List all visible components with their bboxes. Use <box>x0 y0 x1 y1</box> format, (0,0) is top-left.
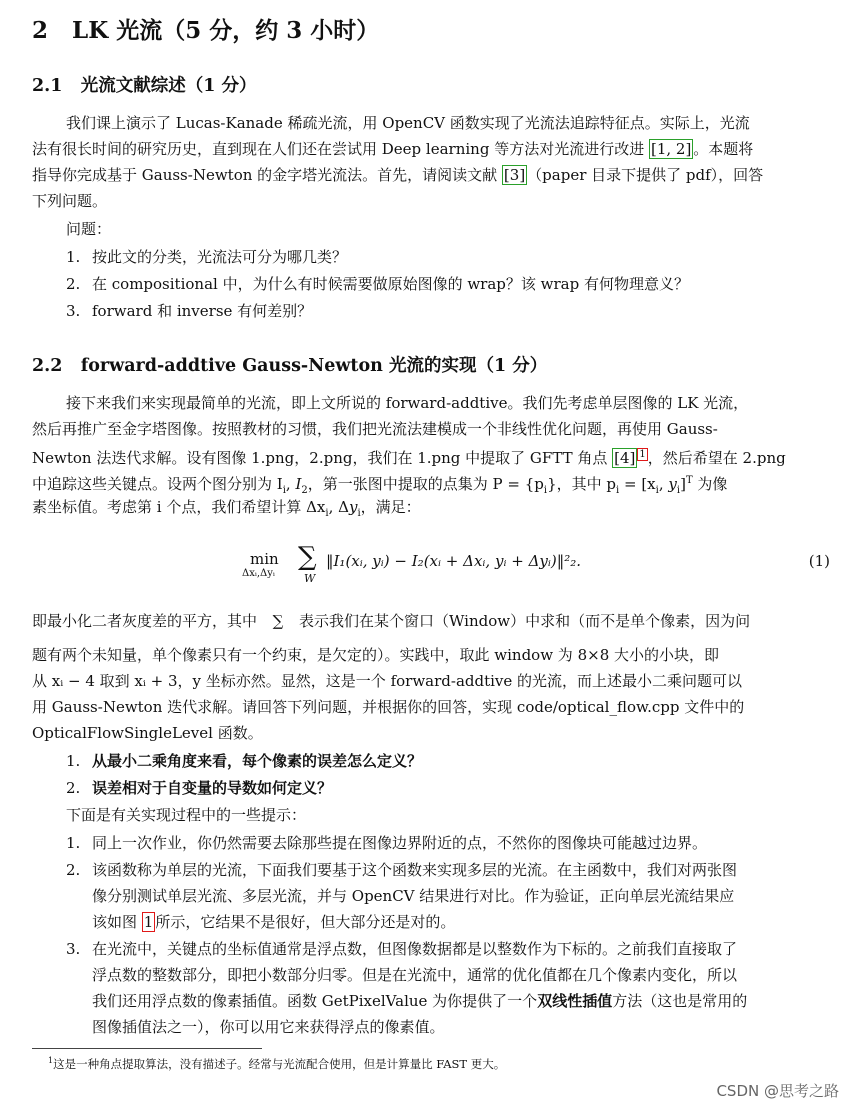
subsection-number: 2.2 <box>32 356 63 376</box>
para-line: 接下来我们来实现最简单的光流，即上文所说的 forward-addtive。我们先考虑单层图像的 LK 光流， <box>66 394 749 412</box>
section-heading <box>32 12 379 45</box>
para-line: 用 Gauss-Newton 迭代求解。请回答下列问题，并根据你的回答，实现 code/optical_flow.cpp 文件中的 <box>32 698 745 716</box>
para-line: 我们课上演示了 Lucas-Kanade 稀疏光流，用 OpenCV 函数实现了光流法追踪特征点。实际上，光流 <box>66 114 750 132</box>
para-line: 题有两个未知量，单个像素只有一个约束，是欠定的）。实践中，取此 window 为 8×8 大小的小块，即 <box>32 646 720 664</box>
hint-line: 像分别测试单层光流、多层光流，并与 OpenCV 结果进行对比。作为验证，正向单层光流结果应 <box>92 887 735 905</box>
para-line: 然后再推广至金字塔图像。按照教材的习惯，我们把光流法建模成一个非线性优化问题，再使用 Gauss- <box>32 420 718 438</box>
citation-link[interactable]: [3] <box>503 166 526 184</box>
subsection-number: 2.1 <box>32 76 63 96</box>
para-line: 下列问题。 <box>32 192 108 210</box>
hint-line: 我们还用浮点数的像素插值。函数 GetPixelValue 为你提供了一个双线性插值方法（这也是常用的 <box>92 992 748 1010</box>
equation-number: (1) <box>808 552 830 570</box>
eq-sum-subscript: W <box>304 572 316 585</box>
para-line: 指导你完成基于 Gauss-Newton 的金字塔光流法。首先，请阅读文献 [3] （paper 目录下提供了 pdf），回答 <box>32 166 764 184</box>
section-number: 2 <box>32 17 49 44</box>
subsection-2-1-heading <box>32 72 257 97</box>
hint-line: 在光流中，关键点的坐标值通常是浮点数，但图像数据都是以整数作为下标的。之前我们直接取了 <box>92 940 738 958</box>
hint-line: 该函数称为单层的光流，下面我们要基于这个函数来实现多层的光流。在主函数中，我们对两张图 <box>92 861 738 879</box>
para-line: Newton 法迭代求解。设有图像 1.png，2.png，我们在 1.png 中提取了 GFTT 角点 [4] $^1$ ，然后希望在 2.png <box>32 449 786 467</box>
list-number: 2. <box>66 861 81 879</box>
para-line: 素坐标值。考虑第 i 个点，我们希望计算 $\Delta x_i$, $\Delta y_i$，满足： <box>32 498 421 519</box>
para-line: 中追踪这些关键点。设两个图分别为 $I_i$, $I_2$，第一张图中提取的点集为 $P = \{p_i\}$，其中 $p_i = [x_i$, $y_i]^T$ 为像 <box>32 475 728 496</box>
question-item: forward 和 inverse 有何差别？ <box>92 302 313 320</box>
footnote: $^1$这是一种角点提取算法，没有描述子。经常与光流配合使用，但是计算量比 FAST 更大。 <box>48 1056 506 1071</box>
hint-item: 同上一次作业，你仍然需要去除那些提在图像边界附近的点，不然你的图像块可能越过边界。 <box>92 834 708 852</box>
list-number: 1. <box>66 752 81 770</box>
hints-label: 下面是有关实现过程中的一些提示： <box>66 806 307 824</box>
question-item: 在 compositional 中，为什么有时候需要做原始图像的 wrap？该 wrap 有何物理意义？ <box>92 275 689 293</box>
section-title: LK 光流（5 分，约 3 小时） <box>72 17 380 44</box>
footnote-rule <box>32 1048 262 1049</box>
bold-question: 误差相对于自变量的导数如何定义？ <box>92 779 333 797</box>
para-line: 法有很长时间的研究历史，直到现在人们还在尝试用 Deep learning 等方法对光流进行改进 [1, 2] 。本题将 <box>32 140 754 158</box>
eq-body: ‖I₁(xᵢ, yᵢ) − I₂(xᵢ + Δxᵢ, yᵢ + Δyᵢ)‖²₂. <box>326 552 582 570</box>
list-number: 1. <box>66 834 81 852</box>
para-line: 即最小化二者灰度差的平方，其中 ∑ 表示我们在某个窗口（Window）中求和（而不是单个像素，因为问 <box>32 608 750 634</box>
hint-line: 浮点数的整数部分，即把小数部分归零。但是在光流中，通常的优化值都在几个像素内变化，所以 <box>92 966 738 984</box>
list-number: 3. <box>66 302 81 320</box>
list-number: 2. <box>66 779 81 797</box>
list-number: 2. <box>66 275 81 293</box>
hint-line: 该如图 1 所示，它结果不是很好，但大部分还是对的。 <box>92 913 456 931</box>
eq-min-subscript: Δxᵢ,Δyᵢ <box>242 568 275 579</box>
para-line: 从 xᵢ − 4 取到 xᵢ + 3，y 坐标亦然。显然，这是一个 forward-addtive 的光流，而上述最小二乘问题可以 <box>32 672 743 690</box>
hint-line: 图像插值法之一），你可以用它来获得浮点的像素值。 <box>92 1018 445 1036</box>
list-number: 3. <box>66 940 81 958</box>
question-item: 按此文的分类，光流法可分为哪几类？ <box>92 248 348 266</box>
eq-sum-symbol: ∑ <box>298 542 317 572</box>
bold-question: 从最小二乘角度来看，每个像素的误差怎么定义？ <box>92 752 423 770</box>
subsection-title: 光流文献综述（1 分） <box>80 76 257 96</box>
footnote-link[interactable]: 1 <box>639 449 646 460</box>
para-line: OpticalFlowSingleLevel 函数。 <box>32 724 263 742</box>
figure-link[interactable]: 1 <box>143 913 154 931</box>
list-number: 1. <box>66 248 81 266</box>
citation-link[interactable]: [4] <box>614 449 636 467</box>
subsection-2-2-heading <box>32 352 547 377</box>
subsection-title: forward-addtive Gauss-Newton 光流的实现（1 分） <box>80 356 548 376</box>
inline-sum: ∑ <box>272 612 284 630</box>
questions-label: 问题： <box>66 220 112 238</box>
citation-link[interactable]: [1, 2] <box>650 140 692 158</box>
watermark: CSDN @思考之路 <box>716 1082 839 1100</box>
eq-min: min <box>250 550 279 568</box>
